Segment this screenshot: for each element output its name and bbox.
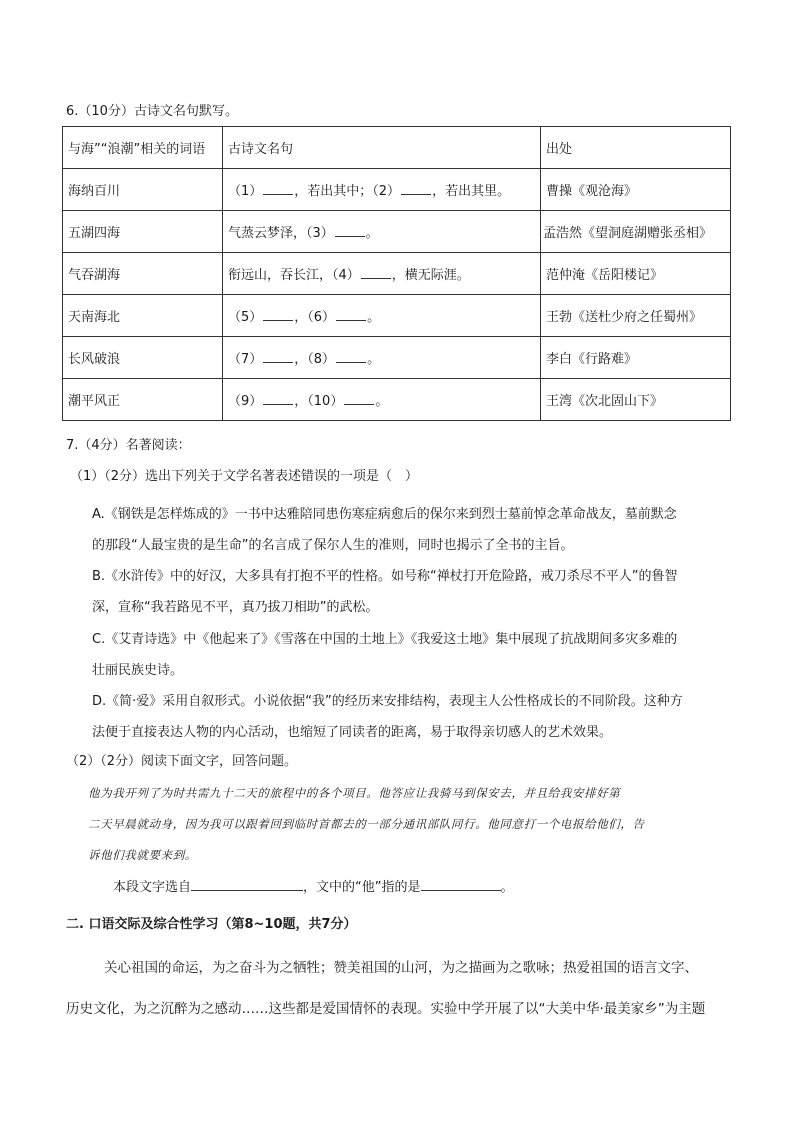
row-source: 曹操《观沧海》	[541, 169, 731, 211]
verse-text: 衔远山，吞长江，（4）	[228, 268, 360, 283]
section-2-heading: 二. 口语交际及综合性学习（第8~10题，共7分）	[66, 917, 357, 932]
row-verse	[223, 253, 541, 295]
row-source: 王湾《次北固山下》	[541, 379, 731, 421]
verse-text: （9）	[228, 394, 263, 409]
header-source: 出处	[541, 127, 731, 169]
verse-text: ，（10）	[294, 394, 344, 409]
question-6-title: 6.（10分）古诗文名句默写。	[66, 104, 238, 119]
answer-blank-1[interactable]	[263, 182, 293, 195]
verse-text: 。	[367, 310, 381, 325]
question-7-2-prompt: （2）（2分）阅读下面文字，回答问题。	[66, 754, 298, 769]
option-d-line-1[interactable]: D.《简·爱》采用自叙形式。小说依据“我”的经历来安排结构，表现主人公性格成长的不同阶段。这种方	[92, 694, 683, 709]
row-verse	[223, 295, 541, 337]
row-verse	[223, 211, 541, 253]
row-source: 王勃《送杜少府之任蜀州》	[541, 295, 731, 337]
row-word: 气吞湖海	[63, 253, 223, 295]
passage-line-3: 诉他们我就要来到。	[88, 848, 197, 862]
passage-line-1: 他为我开列了为时共需九十二天的旅程中的各个项目。他答应让我骑马到保安去，并且给我安排好第	[88, 786, 621, 800]
answer-blank-8[interactable]	[336, 350, 366, 363]
header-verse: 古诗文名句	[223, 127, 541, 169]
verse-text: （5）	[228, 310, 263, 325]
verse-text: 气蒸云梦泽，（3）	[228, 226, 334, 241]
verse-text: ，（8）	[294, 352, 336, 367]
header-word: 与海”“浪潮”相关的词语	[63, 127, 223, 169]
option-c-line-2: 壮丽民族史诗。	[92, 663, 184, 678]
row-source: 孟浩然《望洞庭湖赠张丞相》	[541, 211, 731, 253]
fill-text: ，文中的“他”指的是	[303, 880, 421, 895]
table-row	[63, 169, 731, 211]
row-source: 范仲淹《岳阳楼记》	[541, 253, 731, 295]
table-row	[63, 253, 731, 295]
row-word: 海纳百川	[63, 169, 223, 211]
row-verse	[223, 169, 541, 211]
table-row	[63, 211, 731, 253]
question-7-title: 7.（4分）名著阅读：	[66, 438, 191, 453]
row-word: 五湖四海	[63, 211, 223, 253]
verse-text: ，（6）	[294, 310, 336, 325]
passage-line-2: 二天早晨就动身，因为我可以跟着回到临时首都去的一部分通讯部队同行。他同意打一个电报给他们，告	[88, 817, 645, 831]
verse-text: ，横无际涯。	[391, 268, 470, 283]
table-row	[63, 337, 731, 379]
answer-blank-4[interactable]	[361, 266, 391, 279]
answer-blank-10[interactable]	[344, 392, 374, 405]
verse-text: ，若出其中；（2）	[294, 184, 401, 199]
book-title-blank[interactable]	[191, 877, 303, 891]
option-a-line-1[interactable]: A.《钢铁是怎样炼成的》一书中达雅陪同患伤寒症病愈后的保尔来到烈士墓前悼念革命战友，墓前默念	[92, 507, 677, 522]
table-header-row	[63, 127, 731, 169]
question-7-1-prompt: （1）（2分）选出下列关于文学名著表述错误的一项是（ ）	[70, 469, 419, 484]
table-row	[63, 379, 731, 421]
fill-text: 本段文字选自	[113, 880, 192, 895]
verse-text: ，若出其里。	[432, 184, 511, 199]
fill-in-sentence	[113, 876, 514, 895]
answer-blank-5[interactable]	[263, 308, 293, 321]
intro-paragraph-line-2: 历史文化，为之沉醉为之感动……这些都是爱国情怀的表现。实验中学开展了以“大美中华·最美家乡”为主题	[66, 1001, 706, 1017]
table-row	[63, 295, 731, 337]
verse-text: （7）	[228, 352, 263, 367]
row-source: 李白《行路难》	[541, 337, 731, 379]
intro-paragraph-line-1: 关心祖国的命运，为之奋斗为之牺牲；赞美祖国的山河，为之描画为之歌咏；热爱祖国的语言文字、	[104, 960, 698, 976]
option-b-line-2: 深，宣称“我若路见不平，真乃拔刀相助”的武松。	[92, 600, 379, 615]
answer-blank-2[interactable]	[401, 182, 431, 195]
option-d-line-2: 法便于直接表达人物的内心活动，也缩短了同读者的距离，易于取得亲切感人的艺术效果。	[92, 725, 613, 740]
answer-blank-3[interactable]	[335, 224, 365, 237]
person-blank[interactable]	[421, 877, 501, 891]
verse-text: （1）	[228, 184, 263, 199]
verse-text: 。	[375, 394, 389, 409]
fill-text: 。	[500, 880, 514, 895]
option-c-line-1[interactable]: C.《艾青诗选》中《他起来了》《雪落在中国的土地上》《我爱这土地》集中展现了抗战期间多灾多难的	[92, 632, 678, 647]
verse-text: 。	[367, 352, 381, 367]
verse-text: 。	[365, 226, 379, 241]
row-word: 潮平风正	[63, 379, 223, 421]
row-verse	[223, 337, 541, 379]
poem-table	[62, 126, 731, 421]
answer-blank-7[interactable]	[263, 350, 293, 363]
option-b-line-1[interactable]: B.《水浒传》中的好汉，大多具有打抱不平的性格。如号称“禅杖打开危险路，戒刀杀尽不平人”的鲁智	[92, 569, 678, 584]
option-a-line-2: 的那段“人最宝贵的是生命”的名言成了保尔人生的准则，同时也揭示了全书的主旨。	[92, 538, 574, 553]
answer-blank-9[interactable]	[263, 392, 293, 405]
row-word: 长风破浪	[63, 337, 223, 379]
answer-blank-6[interactable]	[336, 308, 366, 321]
row-verse	[223, 379, 541, 421]
row-word: 天南海北	[63, 295, 223, 337]
